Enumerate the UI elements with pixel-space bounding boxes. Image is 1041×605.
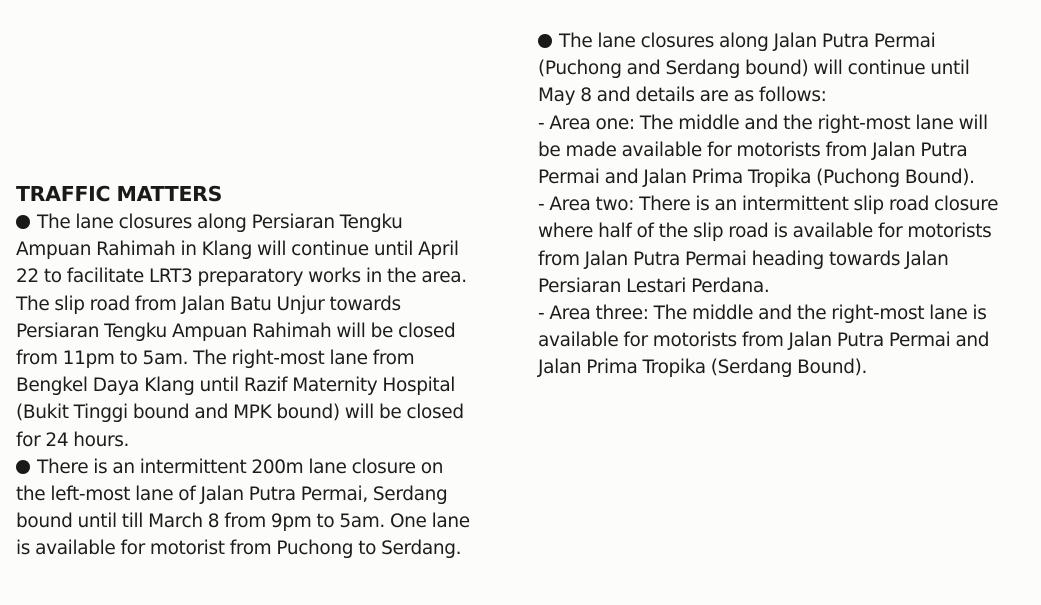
bullet-dot-icon (16, 215, 30, 229)
text-line: The lane closures along Jalan Putra Permai (538, 28, 1033, 55)
text-line: - Area two: There is an intermittent slip road closure (538, 194, 999, 216)
right-column (538, 28, 1033, 382)
text-line: be made available for motorists from Jalan Putra (538, 139, 968, 161)
text-line: Jalan Prima Tropika (Serdang Bound). (538, 357, 868, 379)
headline: TRAFFIC MATTERS (16, 182, 223, 206)
text-line: Ampuan Rahimah in Klang will continue until April (16, 239, 459, 261)
text-line: bound until till March 8 from 9pm to 5am. One lane (16, 511, 470, 533)
text-line: from Jalan Putra Permai heading towards Jalan (538, 248, 949, 270)
bullet-item-putra-permai-closures (538, 28, 1033, 110)
text-line: There is an intermittent 200m lane closure on (16, 454, 511, 481)
text-line: Permai and Jalan Prima Tropika (Puchong Bound). (538, 167, 975, 189)
text-line: - Area one: The middle and the right-most lane will (538, 112, 988, 134)
text-line: - Area three: The middle and the right-most lane is (538, 303, 987, 325)
text-line: Bengkel Daya Klang until Razif Maternity Hospital (16, 375, 456, 397)
area-one-detail (538, 110, 1033, 192)
bullet-item-klang-closures (16, 209, 511, 454)
text-line: The lane closures along Persiaran Tengku (16, 209, 511, 236)
text-line: (Bukit Tinggi bound and MPK bound) will be closed (16, 402, 464, 424)
text-line: is available for motorist from Puchong to Serdang. (16, 538, 462, 560)
text-line: the left-most lane of Jalan Putra Permai, Serdang (16, 484, 448, 506)
text-line: where half of the slip road is available for motorists (538, 221, 992, 243)
area-two-detail (538, 191, 1033, 300)
text-line: Persiaran Lestari Perdana. (538, 275, 770, 297)
bullet-item-putra-permai-200m (16, 454, 511, 563)
text-line: The slip road from Jalan Batu Unjur towards (16, 293, 401, 315)
bullet-dot-icon (538, 34, 552, 48)
text-line: for 24 hours. (16, 429, 130, 451)
text-line: available for motorists from Jalan Putra Permai and (538, 330, 990, 352)
text-line: May 8 and details are as follows: (538, 85, 827, 107)
area-three-detail (538, 300, 1033, 382)
text-line: 22 to facilitate LRT3 preparatory works in the area. (16, 266, 467, 288)
text-line: Persiaran Tengku Ampuan Rahimah will be closed (16, 320, 456, 342)
bullet-dot-icon (16, 460, 30, 474)
text-line: (Puchong and Serdang bound) will continue until (538, 58, 970, 80)
left-column (16, 180, 511, 563)
text-line: from 11pm to 5am. The right-most lane from (16, 348, 415, 370)
